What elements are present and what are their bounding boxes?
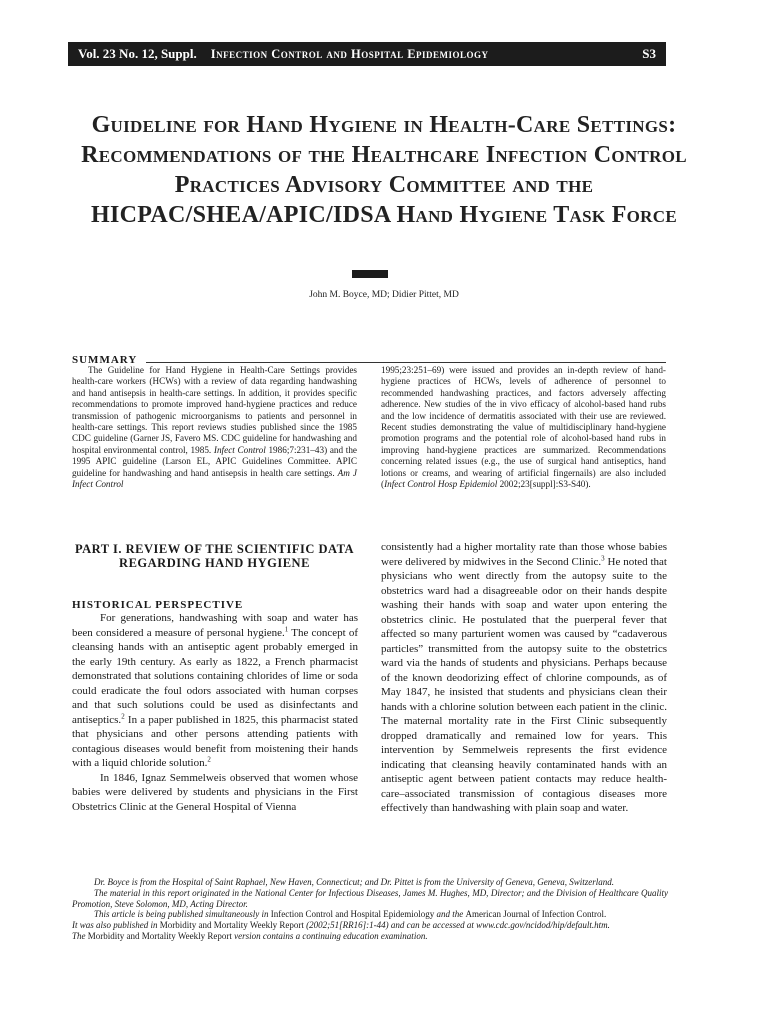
summary-text: 1986;7:231–43) and the 1995 APIC guideline (Larson EL, APIC Guidelines Committee. APIC guideline for handwashing and hand antisepsis in health care settings.	[72, 444, 358, 478]
summary-column-left	[72, 365, 357, 490]
journal-name: Morbidity and Mortality Weekly Report	[87, 930, 232, 941]
body-text: The concept of cleansing hands with an antiseptic agent probably emerged in the early 19th century. As early as 1822, a French pharmacist demonstrated that solutions containing chlorides of lime or soda could eradicate the foul odors associated with human corpses and that such solutions could be used as disinfectants and antiseptics.	[72, 626, 358, 726]
footnote: The material in this report originated in the National Center for Infectious Diseases, James M. Hughes, MD, Director; and the Division of Healthcare Quality Promotion, Steve Solomon, MD, Acting Director.	[72, 887, 668, 909]
journal-citation: Am J Infect Control	[72, 467, 357, 490]
journal-name: Morbidity and Mortality Weekly Report	[159, 920, 304, 931]
body-column-right	[381, 540, 667, 816]
footnote-text: This article is being published simultaneously in	[94, 909, 271, 920]
footnote	[72, 920, 668, 931]
footnote-text: It was also published in	[72, 920, 160, 931]
footnote-text: and the	[434, 909, 466, 920]
body-text: consistently had a higher mortality rate than those whose babies were delivered by midwives in the Second Clinic.	[381, 541, 667, 568]
body-column-left	[72, 611, 358, 814]
reference-marker: 2	[121, 711, 125, 720]
article-title: Guideline for Hand Hygiene in Health-Care Settings: Recommendations of the Healthcare Infection Control Practices Advisory Committee and the HICPAC/SHEA/APIC/IDSA Hand Hygiene Task Force	[81, 112, 687, 228]
footnote-text: version contains a continuing education examination.	[231, 930, 428, 941]
summary-text: The Guideline for Hand Hygiene in Health-Care Settings provides health-care workers (HCWs) with a review of data regarding handwashing and hand antisepsis in health-care settings. In addition, it provides specific recommendations to promote improved hand-hygiene practices and reduce transmission of pathogenic microorganisms to patients and personnel in health-care settings. This report reviews studies published since the 1985 CDC guideline (Garner JS, Favero MS. CDC guideline for handwashing and hospital environmental control, 1985.	[72, 365, 357, 455]
footnote	[72, 931, 668, 942]
summary-column-right	[381, 365, 666, 490]
journal-name: American Journal of Infection Control.	[465, 909, 607, 920]
footnote-text: The	[72, 930, 88, 941]
footnote	[72, 909, 668, 920]
author-list: John M. Boyce, MD; Didier Pittet, MD	[309, 290, 459, 300]
footnote-text: (2002;51[RR16]:1-44) and can be accessed at www.cdc.gov/ncidod/hip/default.htm.	[303, 920, 610, 931]
summary-rule	[146, 362, 666, 363]
body-paragraph: In 1846, Ignaz Semmelweis observed that women whose babies were delivered by students and physicians in the First Obstetrics Clinic at the General Hospital of Vienna	[72, 771, 358, 813]
body-text: For generations, handwashing with soap and water has been considered a measure of personal hygiene.	[72, 612, 358, 639]
journal-citation: Infect Control Hosp Epidemiol	[384, 479, 498, 490]
body-text: In a paper published in 1825, this pharmacist stated that physicians and other persons attending patients with contagious diseases would benefit from moistening their hands with a liquid chloride solution.	[72, 713, 358, 769]
title-divider	[352, 270, 388, 278]
running-header	[68, 42, 666, 66]
journal-name: Infection Control and Hospital Epidemiology	[270, 909, 435, 920]
summary-text: 2002;23[suppl]:S3-S40).	[497, 479, 591, 490]
reference-marker: 2	[207, 755, 211, 764]
body-paragraph	[72, 611, 358, 771]
body-paragraph	[381, 540, 667, 816]
section-heading: HISTORICAL PERSPECTIVE	[72, 599, 244, 611]
summary-heading: SUMMARY	[72, 354, 138, 366]
volume-info: Vol. 23 No. 12, Suppl.	[78, 46, 197, 61]
footnote: Dr. Boyce is from the Hospital of Saint Raphael, New Haven, Connecticut; and Dr. Pittet is from the University of Geneva, Geneva, Switzerland.	[94, 877, 615, 887]
part-heading: PART I. REVIEW OF THE SCIENTIFIC DATA REGARDING HAND HYGIENE	[74, 542, 355, 570]
reference-marker: 3	[601, 553, 605, 562]
journal-name: Infection Control and Hospital Epidemiology	[210, 46, 489, 61]
footnotes	[72, 877, 668, 942]
reference-marker: 1	[284, 624, 289, 633]
journal-citation: Infect Control	[213, 444, 266, 455]
body-text: He noted that physicians who went directly from the autopsy suite to the obstetrics ward had a disagreeable odor on their hands despite washing their hands with soap and water upon entering the obstetrics clinic. He postulated that the puerperal fever that affected so many parturient women was caused by “cadaverous particles” transmitted from the autopsy suite to the obstetrics ward via the hands of students and physicians. Perhaps because of the known deodorizing effect of chlorine compounds, as of May 1847, he insisted that students and physicians clean their hands with a chlorine solution between each patient in the clinic. The maternal mortality rate in the First Clinic subsequently dropped dramatically and remained low for years. This intervention by Semmelweis represents the first evidence indicating that cleansing heavily contaminated hands with an antiseptic agent between patient contacts may reduce health-care–associated transmission of contagious diseases more effectively than handwashing with plain soap and water.	[381, 555, 667, 814]
page-number: S3	[642, 46, 656, 61]
summary-text: 1995;23:251–69) were issued and provides an in-depth review of hand-hygiene practices of HCWs, levels of adherence of personnel to recommended handwashing practices, and factors adversely affecting adherence. New studies of the in vivo efficacy of alcohol-based hand rubs and the low incidence of dermatitis associated with their use are reviewed. Recent studies demonstrating the value of multidisciplinary hand-hygiene promotion programs and the potential role of alcohol-based hand rubs in improving hand-hygiene practices are summarized. Recommendations concerning related issues (e.g., the use of surgical hand antiseptics, hand lotions or creams, and wearing of artificial fingernails) are also included (	[381, 365, 666, 490]
